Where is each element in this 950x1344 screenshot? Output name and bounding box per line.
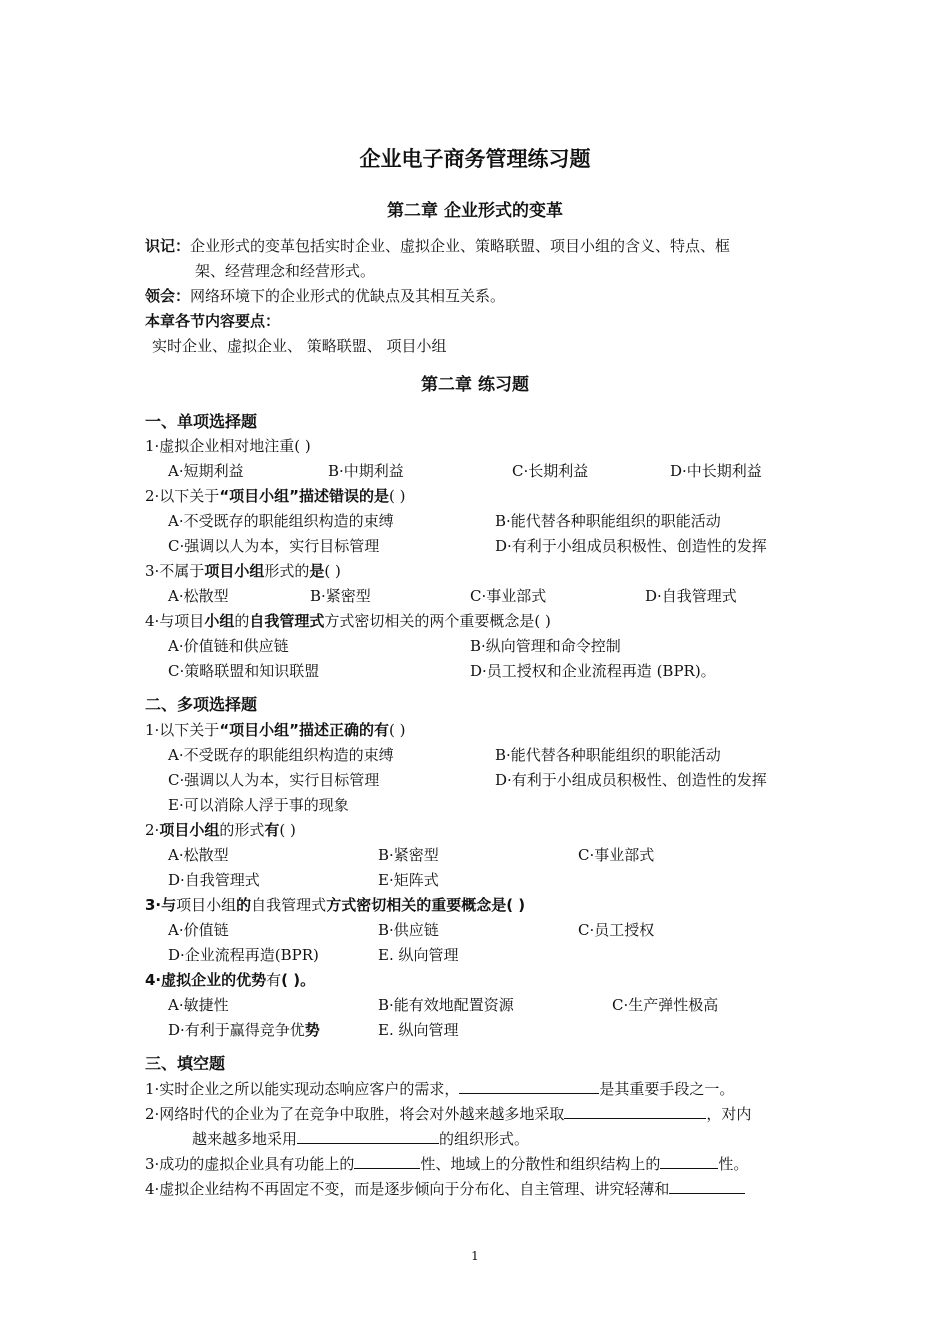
understand-line: [145, 284, 505, 308]
chapter-title: 第二章 企业形式的变革: [387, 201, 563, 221]
s1-q3-option-c: C·事业部式: [470, 587, 547, 605]
s2-q3-stem-mid1: 项目小组: [176, 896, 237, 914]
section1-heading: 一、单项选择题: [145, 412, 258, 431]
document-title: 企业电子商务管理练习题: [359, 147, 591, 171]
s1-q4-stem-mid2: 方式密切相关的两个重要概念是( ): [324, 612, 551, 630]
s1-q4-option-c: C·策略联盟和知识联盟: [168, 662, 320, 680]
s2-q4-stem-mid: 有: [266, 971, 282, 989]
s2-q3-stem: [145, 893, 525, 917]
s1-q2-option-a: A·不受既存的职能组织构造的束缚: [168, 512, 394, 530]
s3-q3-pre: 3·成功的虚拟企业具有功能上的: [145, 1155, 355, 1173]
s3-q2-post: ，对内: [706, 1105, 752, 1123]
understand-label: 领会：: [145, 287, 191, 305]
s3-q3-blank-1[interactable]: [354, 1152, 420, 1169]
s2-q1-option-d: D·有利于小组成员积极性、创造性的发挥: [495, 771, 767, 789]
s2-q2-option-d: D·自我管理式: [168, 871, 260, 889]
s1-q3-stem-bold2: 是: [309, 562, 325, 580]
s1-q3-stem-post: ( ): [324, 562, 341, 580]
s1-q4-stem-bold1: 小组: [204, 612, 235, 630]
s1-q2-option-d: D·有利于小组成员积极性、创造性的发挥: [495, 537, 767, 555]
s2-q3-stem-bold3: 方式密切相关的重要概念是( ): [326, 896, 526, 914]
s2-q1-option-c: C·强调以人为本，实行目标管理: [168, 771, 380, 789]
identify-text-2: 架、经营理念和经营形式。: [195, 262, 376, 280]
s1-q4-stem-mid1: 的: [234, 612, 250, 630]
s1-q4-option-b: B·纵向管理和命令控制: [470, 637, 621, 655]
s2-q3-stem-bold1: 3·与: [145, 896, 177, 914]
s3-q1-post: 是其重要手段之一。: [599, 1080, 735, 1098]
s2-q3-option-a: A·价值链: [168, 921, 229, 939]
s2-q4-option-c: C·生产弹性极高: [612, 996, 719, 1014]
s2-q4-option-d-pre: D·有利于赢得竞争优: [168, 1021, 305, 1039]
s2-q4-option-d-bold: 势: [304, 1021, 320, 1039]
s3-q1: [145, 1077, 734, 1101]
s2-q1-stem-post: ( ): [389, 721, 406, 739]
s3-q1-blank[interactable]: [459, 1077, 599, 1094]
s2-q4-option-b: B·能有效地配置资源: [378, 996, 514, 1014]
s2-q3-option-c: C·员工授权: [578, 921, 655, 939]
s1-q3-stem-pre: 3·不属于: [145, 562, 205, 580]
s2-q2-option-a: A·松散型: [168, 846, 229, 864]
s2-q1-option-e: E·可以消除人浮于事的现象: [168, 796, 349, 814]
s2-q2-stem-post: ( ): [279, 821, 296, 839]
s3-q3: [145, 1152, 748, 1176]
s3-q2-blank-1[interactable]: [564, 1102, 706, 1119]
points-text: 实时企业、虚拟企业、 策略联盟、 项目小组: [152, 337, 447, 355]
s1-q4-option-d: D·员工授权和企业流程再造 (BPR)。: [470, 662, 716, 680]
s1-q3-stem-mid: 形式的: [264, 562, 310, 580]
s3-q4-pre: 4·虚拟企业结构不再固定不变，而是逐步倾向于分布化、自主管理、讲究轻薄和: [145, 1180, 670, 1198]
s2-q4-stem-bold1: 4·虚拟企业的优势: [145, 971, 267, 989]
s1-q2-stem: [145, 484, 406, 508]
s2-q2-stem-mid: 的形式: [219, 821, 265, 839]
s2-q2-stem-bold2: 有: [264, 821, 280, 839]
section2-heading: 二、多项选择题: [145, 695, 258, 714]
s1-q3-option-d: D·自我管理式: [645, 587, 737, 605]
s2-q2-option-c: C·事业部式: [578, 846, 655, 864]
s2-q1-option-a: A·不受既存的职能组织构造的束缚: [168, 746, 394, 764]
s2-q4-stem-bold2: ( )。: [281, 971, 316, 989]
understand-text: 网络环境下的企业形式的优缺点及其相互关系。: [190, 287, 506, 305]
identify-label: 识记：: [145, 237, 191, 255]
s2-q3-option-e: E. 纵向管理: [378, 946, 459, 964]
exercise-title: 第二章 练习题: [421, 375, 529, 395]
s3-q2-pre: 2·网络时代的企业为了在竞争中取胜，将会对外越来越多地采取: [145, 1105, 565, 1123]
s1-q1-option-a: A·短期利益: [168, 462, 244, 480]
s3-q2-line2-pre: 越来越多地采用: [192, 1130, 298, 1148]
s3-q2-line2-post: 的组织形式。: [439, 1130, 530, 1148]
identify-line-1: [145, 234, 730, 258]
s2-q1-stem-pre: 1·以下关于: [145, 721, 220, 739]
s3-q2-blank-2[interactable]: [297, 1127, 439, 1144]
s1-q1-option-c: C·长期利益: [512, 462, 589, 480]
page-number: 1: [471, 1249, 479, 1263]
identify-text-1: 企业形式的变革包括实时企业、虚拟企业、策略联盟、项目小组的含义、特点、框: [190, 237, 731, 255]
s1-q3-stem: [145, 559, 341, 583]
s1-q1-option-d: D·中长期利益: [670, 462, 762, 480]
s2-q3-stem-bold2: 的: [236, 896, 252, 914]
s2-q2-stem: [145, 818, 296, 842]
s2-q1-stem-bold: “项目小组”描述正确的有: [219, 721, 390, 739]
s1-q3-stem-bold1: 项目小组: [204, 562, 265, 580]
section3-heading: 三、填空题: [145, 1054, 226, 1073]
s2-q4-option-a: A·敏捷性: [168, 996, 229, 1014]
s3-q2-line1: [145, 1102, 751, 1126]
s3-q3-mid: 性、地域上的分散性和组织结构上的: [420, 1155, 661, 1173]
s1-q2-option-b: B·能代替各种职能组织的职能活动: [495, 512, 721, 530]
points-label: 本章各节内容要点：: [145, 312, 281, 330]
s1-q4-option-a: A·价值链和供应链: [168, 637, 289, 655]
s1-q1-stem: 1·虚拟企业相对地注重( ): [145, 437, 311, 455]
s2-q2-option-b: B·紧密型: [378, 846, 439, 864]
s1-q2-option-c: C·强调以人为本，实行目标管理: [168, 537, 380, 555]
s2-q3-option-b: B·供应链: [378, 921, 439, 939]
s1-q4-stem-bold2: 自我管理式: [249, 612, 325, 630]
s2-q3-stem-mid2: 自我管理式: [251, 896, 327, 914]
s3-q2-line2: [192, 1127, 529, 1151]
s1-q3-option-b: B·紧密型: [310, 587, 371, 605]
s2-q4-option-e: E. 纵向管理: [378, 1021, 459, 1039]
s2-q1-option-b: B·能代替各种职能组织的职能活动: [495, 746, 721, 764]
s2-q4-stem: [145, 968, 315, 992]
s1-q4-stem: [145, 609, 551, 633]
s3-q4: [145, 1177, 745, 1201]
s1-q2-stem-bold: “项目小组”描述错误的是: [219, 487, 390, 505]
s1-q1-option-b: B·中期利益: [328, 462, 404, 480]
s1-q2-stem-pre: 2·以下关于: [145, 487, 220, 505]
s3-q3-blank-2[interactable]: [660, 1152, 718, 1169]
s2-q3-option-d: D·企业流程再造(BPR): [168, 946, 319, 964]
s3-q3-post: 性。: [718, 1155, 749, 1173]
s1-q4-stem-pre: 4·与项目: [145, 612, 205, 630]
s1-q2-stem-post: ( ): [389, 487, 406, 505]
s1-q3-option-a: A·松散型: [168, 587, 229, 605]
s3-q1-pre: 1·实时企业之所以能实现动态响应客户的需求，: [145, 1080, 460, 1098]
s2-q2-stem-bold1: 项目小组: [159, 821, 220, 839]
s2-q4-option-d: [168, 1018, 320, 1042]
s2-q1-stem: [145, 718, 406, 742]
s2-q2-stem-pre: 2·: [145, 821, 160, 839]
s3-q4-blank[interactable]: [669, 1177, 745, 1194]
s2-q2-option-e: E·矩阵式: [378, 871, 439, 889]
